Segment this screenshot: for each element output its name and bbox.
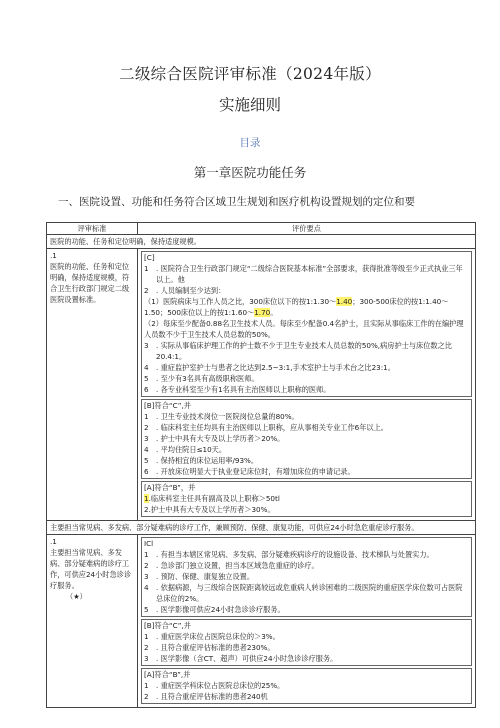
list-item bbox=[144, 466, 469, 477]
highlight-mark: 1 bbox=[144, 494, 149, 503]
c-items-list bbox=[144, 263, 469, 296]
list-item bbox=[144, 285, 469, 296]
a-label: [A]符合“B”，并 bbox=[144, 483, 196, 492]
toc-heading[interactable]: 目录 bbox=[239, 137, 261, 149]
row1-title: 医院的功能、任务和定位明确，保持适度规模。 bbox=[47, 235, 476, 249]
c2-items-list bbox=[144, 549, 469, 615]
item-text: . 各专业科室至少有1名具有主治医师以上职称的医师。 bbox=[156, 385, 331, 394]
item-text: . 开放床位明显大于执业登记床位时，有增加床位的申请记录。 bbox=[156, 467, 355, 476]
item-number: 6 bbox=[144, 467, 149, 476]
item-text: . 重症医学科床位占医院总床位的25%。 bbox=[156, 681, 285, 690]
list-item bbox=[144, 373, 469, 384]
c2-level-block bbox=[141, 537, 472, 617]
a2-items-list bbox=[144, 680, 469, 702]
item-number: 1 bbox=[144, 412, 149, 421]
item-text: . 临床科室主任均具有主治医师以上职称，应从事相关专业工作6年以上。 bbox=[156, 423, 388, 432]
item-number: 6 bbox=[144, 385, 149, 394]
row1-points-cell bbox=[138, 249, 476, 521]
doc-title-line1: 二级综合医院评审标准（2024年版） bbox=[119, 65, 381, 83]
chapter-heading: 第一章医院功能任务 bbox=[193, 165, 307, 180]
list-item bbox=[144, 680, 469, 691]
list-item bbox=[144, 549, 469, 560]
item-number: 1 bbox=[144, 681, 149, 690]
item-number: 2 bbox=[144, 643, 149, 652]
b2-items-list bbox=[144, 631, 469, 664]
item-text: . 且符合重症评估标准的患者240机 bbox=[156, 692, 268, 701]
list-item bbox=[144, 691, 469, 702]
list-item bbox=[144, 433, 469, 444]
highlight-mark: 1.40 bbox=[336, 297, 353, 306]
highlight-mark: 1.70 bbox=[254, 308, 271, 317]
item-text: . 医学影像（含CT、超声）可供应24小时急诊诊疗服务。 bbox=[156, 654, 338, 663]
list-item bbox=[144, 263, 469, 285]
item-number: 3 bbox=[144, 572, 149, 581]
col-points-header: 评价要点 bbox=[138, 223, 476, 235]
b-items-list bbox=[144, 411, 469, 477]
table-row bbox=[47, 249, 476, 521]
table-header-row bbox=[47, 223, 476, 235]
a-item1-text: .临床科室主任具有副高及以上职称＞50tl bbox=[148, 494, 280, 503]
c2-label: ICl bbox=[144, 539, 154, 548]
standards-table bbox=[46, 222, 476, 708]
c-label: [C] bbox=[144, 253, 155, 262]
item-number: 2 bbox=[144, 423, 149, 432]
item-text: . 卫生专业技术岗位一医院岗位总量的80%。 bbox=[156, 412, 299, 421]
item-number: 1 bbox=[144, 550, 149, 559]
item-text: . 重症监护室护士与患者之比达到2.5~3:1,手术室护士与手术台之比23:1。 bbox=[156, 363, 395, 372]
item-number: 2 bbox=[144, 561, 149, 570]
a-item2: 2.护士中具有大专及以上学历者＞30%。 bbox=[144, 505, 275, 514]
b2-level-block bbox=[141, 619, 472, 666]
a2-label: [A]符合“B”,并 bbox=[144, 670, 191, 679]
list-item bbox=[144, 384, 469, 395]
star-mark: （★） bbox=[66, 592, 87, 601]
item-text: . 保持相宜的床位运用率/93%。 bbox=[156, 456, 259, 465]
row2-standard-cell bbox=[47, 535, 138, 708]
item-text: . 且符合重症评估标准的患者230%。 bbox=[156, 643, 275, 652]
a-item1 bbox=[144, 493, 469, 504]
item-number: 3 bbox=[144, 434, 149, 443]
list-item bbox=[144, 560, 469, 571]
list-item bbox=[144, 653, 469, 664]
item-number: 2 bbox=[144, 692, 149, 701]
item-number: 4 bbox=[144, 445, 149, 454]
item-number: 5 bbox=[144, 374, 149, 383]
item-text: . 医院符合卫生行政部门规定“二级综合医院基本标准”全部要求，获得批准等级至少正式执业三年以上。他 bbox=[156, 264, 463, 284]
list-item bbox=[144, 631, 469, 642]
col-standard-header: 评审标准 bbox=[47, 223, 138, 235]
list-item bbox=[144, 444, 469, 455]
item-number: 1 bbox=[144, 264, 149, 273]
a2-level-block bbox=[141, 668, 472, 704]
list-item bbox=[144, 455, 469, 466]
item-number: 5 bbox=[144, 605, 149, 614]
item-number: 2 bbox=[144, 286, 149, 295]
item-text: . 人员编制至少达到： bbox=[156, 286, 226, 295]
item-number: 4 bbox=[144, 363, 149, 372]
item-text: . 有担当本辖区常见病、多发病、部分疑难疾病诊疗的设施设备、技术梯队与处置实力。 bbox=[156, 550, 434, 559]
item-text: . 护士中具有大专及以上学历者＞20%。 bbox=[156, 434, 285, 443]
b-level-block bbox=[141, 399, 472, 479]
c-level-block bbox=[141, 251, 472, 397]
list-item bbox=[144, 642, 469, 653]
row1-standard-text: 医院的功能、任务和定位明确，保持适度规模，符合卫生行政部门规定二级医院设置标准。 bbox=[50, 262, 130, 304]
list-item bbox=[144, 362, 469, 373]
item-text: . 实际从事临床护理工作的护士数不少于卫生专业技术人员总数的50%,病房护士与床位数之比20.4:1。 bbox=[156, 341, 452, 361]
list-item bbox=[144, 571, 469, 582]
table-row bbox=[47, 235, 476, 249]
item-number: 3 bbox=[144, 341, 149, 350]
table-row bbox=[47, 521, 476, 535]
item-text: . 依据病源，与三级综合医院距离较远或危重病人转诊困难的二级医院的重症医学床位数可占医院总床位的2%。 bbox=[156, 583, 463, 603]
c-sub1-text-c: 。 bbox=[270, 308, 278, 317]
b2-label: [B]符合“C”,并 bbox=[144, 621, 191, 630]
list-item bbox=[144, 582, 469, 604]
a-level-block bbox=[141, 481, 472, 517]
doc-title-line2: 实施细则 bbox=[218, 96, 281, 114]
row2-points-cell bbox=[138, 535, 476, 708]
table-row bbox=[47, 535, 476, 708]
b-label: [B]符合“C”,并 bbox=[144, 401, 191, 410]
section-heading: 一、医院设置、功能和任务符合区域卫生规划和医疗机构设置规划的定位和要 bbox=[58, 196, 415, 208]
list-item bbox=[144, 411, 469, 422]
row1-standard-cell bbox=[47, 249, 138, 521]
row1-num: .1 bbox=[50, 251, 57, 260]
item-text: . 急诊部门独立设置，担当本区域急危重症的诊疗。 bbox=[156, 561, 319, 570]
item-text: . 重症医学床位占医院总床位的＞3%。 bbox=[156, 632, 280, 641]
item-text: . 平均住院日≤10天。 bbox=[156, 445, 227, 454]
item-number: 3 bbox=[144, 654, 149, 663]
c-items2-list bbox=[144, 340, 469, 395]
list-item bbox=[144, 422, 469, 433]
item-text: . 医学影像可供应24小时急诊诊疗服务。 bbox=[156, 605, 285, 614]
row2-title: 主要担当常见病、多发病、部分疑难病的诊疗工作，兼顾预防、保健、康复功能，可供应24小时急危重症诊疗服务。 bbox=[47, 521, 476, 535]
c-sub1-text-a: （1）医院病床与工作人员之比，300床位以下的按1:1.30～ bbox=[144, 297, 337, 306]
row2-standard-text: 主要担当常见病、多发病、部分疑难病的诊疗工作，可供应24小时急诊诊疗服务。 bbox=[50, 548, 132, 590]
c-sub2: （2）每床至少配备0.88名卫生技术人员。每床至少配备0.4名护士，且实际从事临床工作的在编护理人员数不少于卫生技术人员总数的50%。 bbox=[144, 319, 464, 339]
item-text: . 至少有3名具有高级职称医师。 bbox=[156, 374, 259, 383]
item-text: . 预防、保健、康复独立设置。 bbox=[156, 572, 255, 581]
item-number: 4 bbox=[144, 583, 149, 592]
item-number: 1 bbox=[144, 632, 149, 641]
list-item bbox=[144, 604, 469, 615]
c-sub1-text-b: ；300-500床位的按1:1.40～1.50；500床位以上的按1:1.60～ bbox=[144, 297, 449, 317]
item-number: 5 bbox=[144, 456, 149, 465]
row2-num: .1 bbox=[50, 537, 57, 546]
list-item bbox=[144, 340, 469, 362]
c-sub1 bbox=[144, 296, 469, 318]
